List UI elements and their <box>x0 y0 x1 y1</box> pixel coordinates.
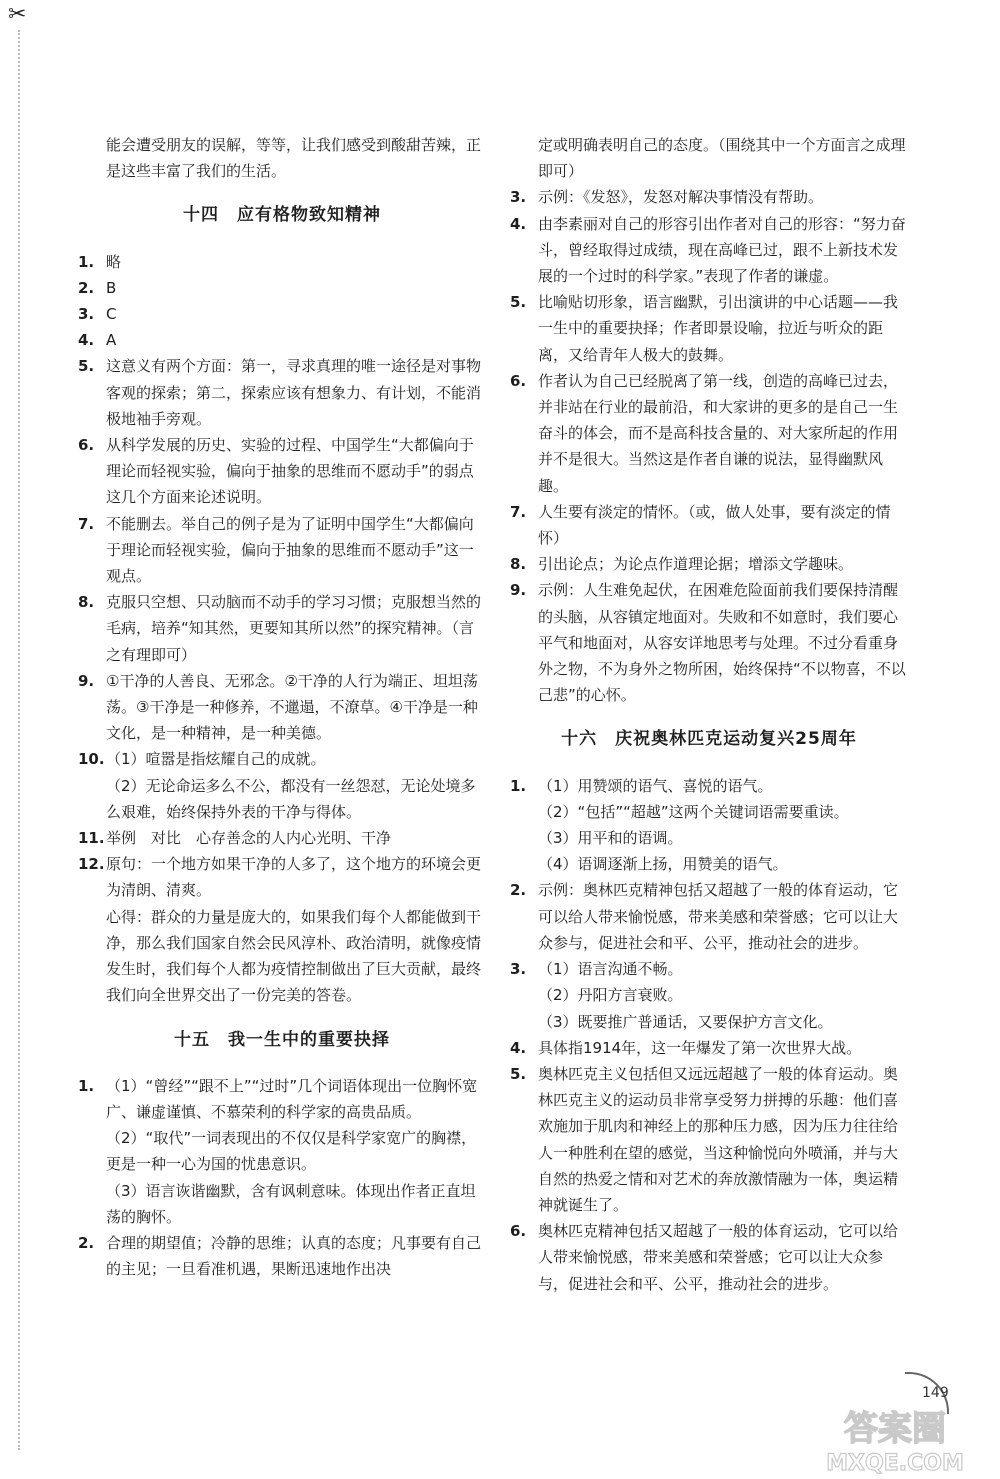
item-number: 1. <box>78 1076 95 1095</box>
item-number: 9. <box>510 581 527 600</box>
item-number: 3. <box>510 188 527 207</box>
list-item <box>78 327 486 353</box>
item-text: ①干净的人善良、无邪念。②干净的人行为端正、坦坦荡荡。③干净是一种修养，不邋遢，不潦草。④干净是一种文化，是一种精神，是一种美德。 <box>106 671 478 743</box>
item-text: 奥林匹克主义包括但又远远超越了一般的体育运动。奥林匹克主义的运动员非常享受努力拼搏的乐趣：他们喜欢施加于肌肉和神经上的那种压力感，因为压力往往给人一种胜利在望的感觉，当这种愉悦向外喷涌，并与大自然的热爱之情和对艺术的奔放激情融为一体，奥运精神就诞生了。 <box>538 1064 899 1214</box>
item-text: 不能删去。举自己的例子是为了证明中国学生“大都偏向于理论而轻视实验，偏向于抽象的思维而不愿动手”这一观点。 <box>106 514 474 586</box>
item-number: 10. <box>78 750 105 769</box>
list-item <box>78 825 486 851</box>
item-text: 原句：一个地方如果干净的人多了，这个地方的环境会更为清朗、清爽。 <box>106 855 482 900</box>
item-number: 5. <box>510 293 527 312</box>
item-text: 引出论点；为论点作道理论据；增添文学趣味。 <box>538 555 854 574</box>
list-item <box>78 511 486 590</box>
item-text: （3）用平和的语调。 <box>538 829 683 848</box>
right-column <box>510 132 908 1297</box>
list-item <box>78 746 486 825</box>
section-16-title: 十六 庆祝奥林匹克运动复兴25周年 <box>561 729 857 750</box>
item-number: 3. <box>78 305 95 324</box>
item-number: 11. <box>78 829 105 848</box>
item-number: 4. <box>78 331 95 350</box>
list-item <box>510 499 908 551</box>
list-item <box>510 1218 908 1297</box>
item-text: 这意义有两个方面：第一，寻求真理的唯一途径是对事物客观的探索；第二，探索应该有想象力、有计划，不能消极地袖手旁观。 <box>106 357 482 428</box>
section-15-title: 十五 我一生中的重要抉择 <box>174 1029 390 1050</box>
scissors-icon: ✂ <box>8 2 27 27</box>
item-text: （1）喧嚣是指炫耀自己的成就。 <box>106 750 326 769</box>
item-text: （1）语言沟通不畅。 <box>538 960 683 979</box>
section-14-title: 十四 应有格物致知精神 <box>183 205 381 226</box>
item-text: （1）“曾经”“跟不上”“过时”几个词语体现出一位胸怀宽广、谦虚谨慎、不慕荣利的科学家的高贵品质。 <box>106 1076 478 1121</box>
list-item <box>78 432 486 511</box>
cut-line <box>18 30 20 1450</box>
item-text: （2）无论命运多么不公，都没有一丝怨怼，无论处境多么艰难，始终保持外表的干净与得体。 <box>106 776 476 821</box>
item-text: （4）语调逐渐上扬，用赞美的语气。 <box>538 855 788 874</box>
list-item <box>510 773 908 878</box>
list-item <box>78 275 486 301</box>
item-number: 5. <box>510 1064 527 1083</box>
item-text: 具体指1914年，这一年爆发了第一次世界大战。 <box>538 1038 862 1057</box>
item-text: 举例 对比 心存善念的人内心光明、干净 <box>106 829 392 848</box>
item-text: 从科学发展的历史、实验的过程、中国学生“大都偏向于理论而轻视实验，偏向于抽象的思维而不愿动手”的弱点这几个方面来论述说明。 <box>106 436 474 507</box>
item-text: 人生要有淡定的情怀。（或，做人处事，要有淡定的情怀） <box>538 502 891 548</box>
item-number: 8. <box>78 593 95 612</box>
list-item <box>510 184 908 210</box>
item-text: （2）“取代”一词表现出的不仅仅是科学家宽广的胸襟，更是一种一心为国的忧患意识。 <box>106 1129 477 1174</box>
item-text: 奥林匹克精神包括又超越了一般的体育运动，它可以给人带来愉悦感，带来美感和荣誉感；它可以让大众参与，促进社会和平、公平，推动社会的进步。 <box>538 1222 899 1293</box>
item-number: 6. <box>510 371 527 390</box>
item-text: C <box>106 305 117 324</box>
item-text: 比喻贴切形象，语言幽默，引出演讲的中心话题——我一生中的重要抉择；作者即景设喻，拉近与听众的距离，又给青年人极大的鼓舞。 <box>538 293 899 364</box>
item-text: 心得：群众的力量是庞大的，如果我们每个人都能做到干净，那么我们国家自然会民风淳朴、政治清明，就像疫情发生时，我们每个人都为疫情控制做出了巨大贡献，最终我们向全世界交出了一份完美的答卷。 <box>106 907 482 1005</box>
list-item <box>78 301 486 327</box>
list-item <box>510 877 908 956</box>
item-continuation: 定或明确表明自己的态度。（围绕其中一个方面言之成理即可） <box>538 136 906 181</box>
item-number: 12. <box>78 855 105 874</box>
item-number: 6. <box>510 1222 527 1241</box>
list-item <box>510 368 908 499</box>
item-text: 作者认为自己已经脱离了第一线，创造的高峰已过去，并非站在行业的最前沿，和大家讲的更多的是自己一生奋斗的体会，而不是高科技含量的、对大家所起的作用并不是很大。当然这是作者自谦的说法，显得幽默风趣。 <box>538 371 899 495</box>
item-number: 4. <box>510 1038 527 1057</box>
list-item <box>78 668 486 747</box>
item-text: 示例：人生难免起伏，在困难危险面前我们要保持清醒的头脑，从容镇定地面对。失败和不如意时，我们要心平气和地面对，从容安详地思考与处理。不过分看重身外之物，不为身外之物所困，始终保持“不以物喜，不以己悲”的心怀。 <box>538 581 906 705</box>
item-text: 由李素丽对自己的形容引出作者对自己的形容：“努力奋斗，曾经取得过成绩，现在高峰已过，跟不上新技术发展的一个过时的科学家。”表现了作者的谦虚。 <box>538 214 906 286</box>
list-item <box>510 211 908 290</box>
item-number: 2. <box>510 881 527 900</box>
list-item <box>78 589 486 668</box>
item-text: 克服只空想、只动脑而不动手的学习习惯；克服想当然的毛病，培养“知其然，更要知其所以然”的探究精神。（言之有理即可） <box>106 593 482 664</box>
item-number: 4. <box>510 214 527 233</box>
list-item <box>78 353 486 432</box>
item-text: （1）用赞颂的语气、喜悦的语气。 <box>538 776 773 795</box>
item-text: （2）丹阳方言衰败。 <box>538 986 683 1005</box>
watermark-text-url: MXQE.COM <box>826 1451 964 1476</box>
list-item <box>510 289 908 368</box>
item-text: B <box>106 278 117 297</box>
watermark-logo <box>800 1406 990 1476</box>
item-number: 6. <box>78 436 95 455</box>
list-item <box>510 956 908 1035</box>
item-number: 8. <box>510 555 527 574</box>
item-text: 略 <box>106 252 122 271</box>
item-number: 1. <box>510 776 527 795</box>
list-item <box>510 551 908 577</box>
list-item <box>78 1073 486 1230</box>
item-text: A <box>106 331 117 350</box>
list-item <box>78 249 486 275</box>
item-number: 7. <box>510 502 527 521</box>
item-text: （3）语言诙谐幽默，含有讽刺意味。体现出作者正直坦荡的胸怀。 <box>106 1181 476 1226</box>
item-number: 1. <box>78 252 95 271</box>
intro-text: 能会遭受朋友的误解，等等，让我们感受到酸甜苦辣，正是这些丰富了我们的生活。 <box>106 136 482 181</box>
list-item <box>510 577 908 708</box>
item-number: 2. <box>78 278 95 297</box>
page-number: 149 <box>922 1385 949 1401</box>
list-item <box>78 1230 486 1282</box>
item-number: 5. <box>78 357 95 376</box>
left-column <box>78 132 486 1282</box>
list-item <box>510 1061 908 1218</box>
item-text: 示例：《发怒》，发怒对解决事情没有帮助。 <box>538 188 824 207</box>
item-number: 2. <box>78 1233 95 1252</box>
item-number: 3. <box>510 960 527 979</box>
item-number: 7. <box>78 514 95 533</box>
item-text: 合理的期望值；冷静的思维；认真的态度；凡事要有自己的主见；一旦看准机遇，果断迅速地作出决 <box>106 1233 482 1279</box>
list-item <box>510 1035 908 1061</box>
watermark-text-cn: 答案圈 <box>844 1409 946 1449</box>
list-item <box>78 851 486 1008</box>
item-text: （3）既要推广普通话，又要保护方言文化。 <box>538 1012 833 1031</box>
item-text: 示例：奥林匹克精神包括又超越了一般的体育运动，它可以给人带来愉悦感，带来美感和荣誉感；它可以让大众参与，促进社会和平、公平，推动社会的进步。 <box>538 881 899 952</box>
item-number: 9. <box>78 671 95 690</box>
item-text: （2）“包括”“超越”这两个关键词语需要重读。 <box>538 802 849 821</box>
